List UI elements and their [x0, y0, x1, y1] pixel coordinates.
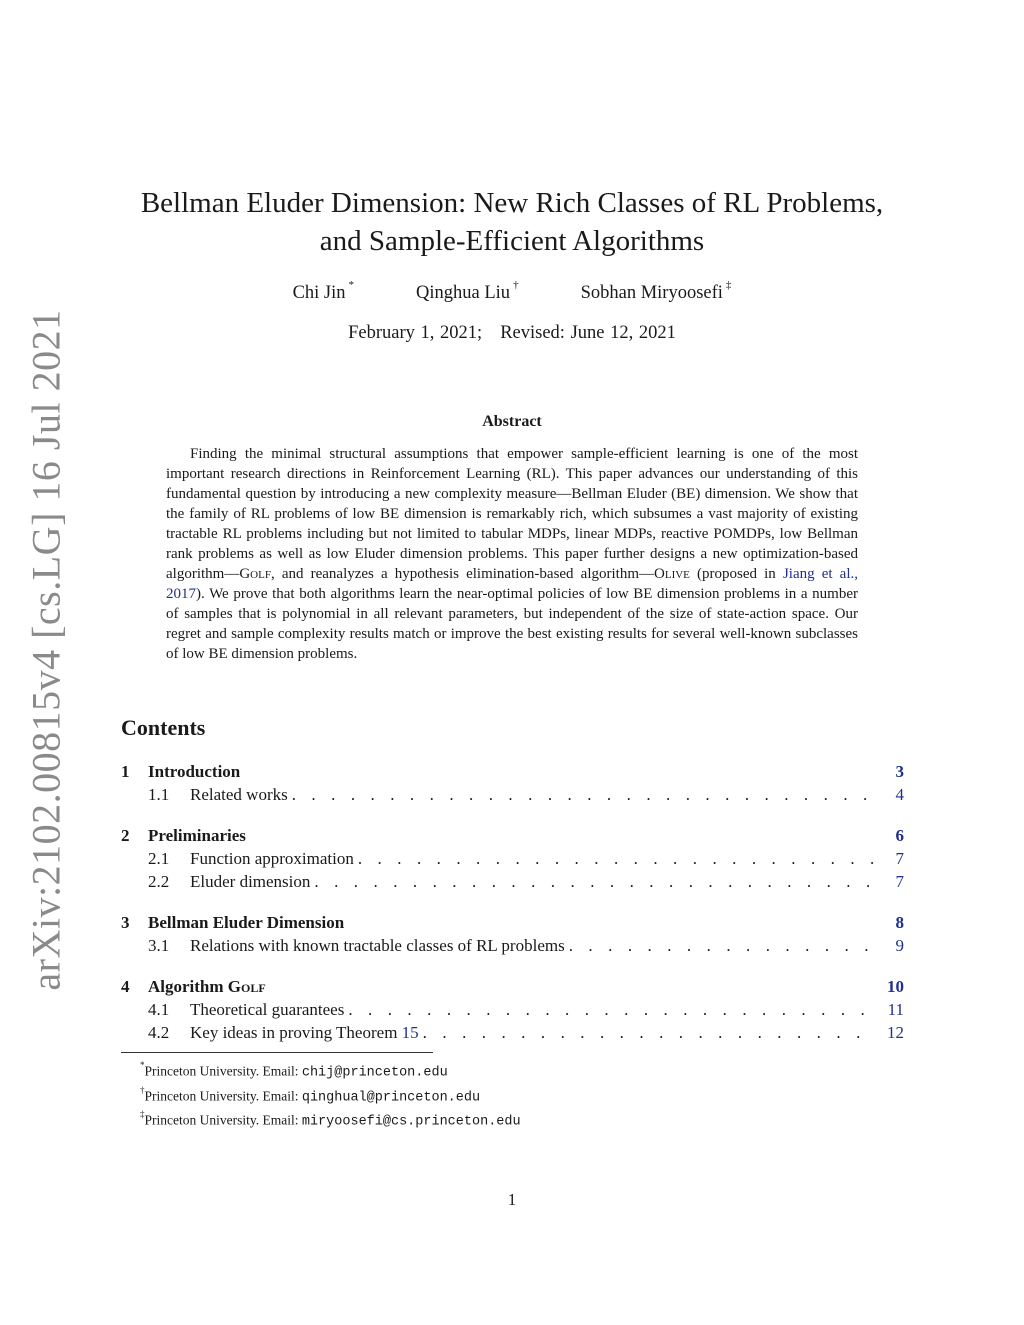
toc-subsection-row[interactable]: 2.1 Function approximation . . . 7 [121, 849, 904, 872]
abstract-body: Finding the minimal structural assumptions that empower sample-efficient learning is one of the most important research directions in Reinforcement Learning (RL). This paper advances our understanding of this fundamental question by introducing a new complexity measure—Bellman Eluder (BE) dimension. We show that the family of RL problems of low BE dimension is remarkably rich, which subsumes a vast majority of existing tractable RL problems including but not limited to tabular MDPs, linear MDPs, reactive POMDPs, low Bellman rank problems as well as low Eluder dimension problems. This paper further designs a new optimization-based algorithm—Golf, and reanalyzes a hypothesis elimination-based algorithm—Olive (proposed in Jiang et al., 2017). We prove that both algorithms learn the near-optimal policies of low BE dimension problems in a number of samples that is polynomial in all relevant parameters, but independent of the size of state-action space. Our regret and sample complexity results match or improve the best existing results for several well-known subclasses of low BE dimension problems. [166, 446, 858, 662]
leader-dots [314, 872, 876, 892]
paper-dates [120, 323, 904, 344]
table-of-contents [121, 762, 904, 1064]
paper-title [120, 184, 904, 260]
toc-page-link[interactable]: 4 [895, 785, 904, 804]
title-line-2: and Sample-Efficient Algorithms [319, 225, 705, 257]
email-link[interactable]: chij@princeton.edu [301, 1065, 448, 1081]
golf-algorithm-name: Golf [239, 566, 271, 582]
footnotes [140, 1058, 521, 1132]
email-link[interactable]: qinghual@princeton.edu [301, 1090, 481, 1105]
toc-subsection-row[interactable]: 2.2 Eluder dimension . . . 7 [121, 872, 904, 895]
toc-page-link[interactable]: 7 [895, 872, 904, 891]
toc-section-row[interactable]: 2 Preliminaries 6 [121, 826, 904, 845]
toc-section [121, 913, 904, 959]
leader-dots [569, 936, 876, 956]
footnote-rule [121, 1052, 433, 1053]
title-line-1: Bellman Eluder Dimension: New Rich Classes of RL Problems, [140, 187, 884, 219]
toc-section-row[interactable]: 1 Introduction 3 [121, 762, 904, 781]
toc-page-link[interactable]: 10 [887, 977, 904, 996]
page-number: 1 [507, 1190, 517, 1209]
toc-section-row[interactable]: 3 Bellman Eluder Dimension 8 [121, 913, 904, 932]
footnote: †Princeton University. Email: qinghual@princeton.edu [140, 1084, 481, 1105]
toc-subsection-row[interactable]: 4.1 Theoretical guarantees . . . 11 [121, 1000, 904, 1023]
toc-subsection-row[interactable]: 4.2 Key ideas in proving Theorem 15 . . . 12 [121, 1023, 904, 1046]
toc-page-link[interactable]: 12 [887, 1023, 904, 1042]
footnote: ‡Princeton University. Email: miryoosefi@cs.princeton.edu [140, 1109, 521, 1130]
author-footnote-mark[interactable]: * [348, 279, 355, 291]
author-list [120, 279, 904, 304]
olive-algorithm-name: Olive [654, 566, 690, 582]
arxiv-identifier: arXiv:2102.00815v4 [cs.LG] 16 Jul 2021 [23, 309, 69, 991]
contents-heading: Contents [121, 715, 206, 740]
toc-page-link[interactable]: 9 [895, 936, 904, 955]
leader-dots [423, 1023, 876, 1043]
toc-section [121, 826, 904, 895]
citation-link[interactable]: Jiang et al., 2017 [166, 566, 858, 602]
leader-dots [358, 849, 876, 869]
theorem-ref-link[interactable]: 15 [401, 1023, 419, 1042]
revised-date: Revised: June 12, 2021 [500, 323, 676, 343]
author: Chi Jin * [292, 279, 355, 304]
submitted-date: February 1, 2021; [348, 323, 483, 343]
author-footnote-mark[interactable]: ‡ [725, 279, 732, 291]
toc-section [121, 977, 904, 1046]
leader-dots [348, 1000, 876, 1020]
abstract-heading: Abstract [482, 413, 542, 430]
toc-page-link[interactable]: 6 [895, 826, 904, 845]
toc-page-link[interactable]: 3 [895, 762, 904, 781]
toc-subsection-row[interactable]: 3.1 Relations with known tractable classes of RL problems . . . 9 [121, 936, 904, 959]
toc-page-link[interactable]: 11 [887, 1000, 904, 1019]
email-link[interactable]: miryoosefi@cs.princeton.edu [301, 1114, 521, 1130]
toc-section-row[interactable]: 4 Algorithm Golf 10 [121, 977, 904, 996]
toc-page-link[interactable]: 8 [895, 913, 904, 932]
leader-dots [292, 785, 876, 805]
toc-subsection-row[interactable]: 1.1 Related works . . . 4 [121, 785, 904, 808]
footnote: *Princeton University. Email: chij@princeton.edu [140, 1060, 448, 1081]
toc-page-link[interactable]: 7 [895, 849, 904, 868]
author-footnote-mark[interactable]: † [513, 279, 519, 291]
author: Sobhan Miryoosefi ‡ [580, 279, 732, 304]
toc-section [121, 762, 904, 808]
author: Qinghua Liu † [416, 279, 519, 304]
